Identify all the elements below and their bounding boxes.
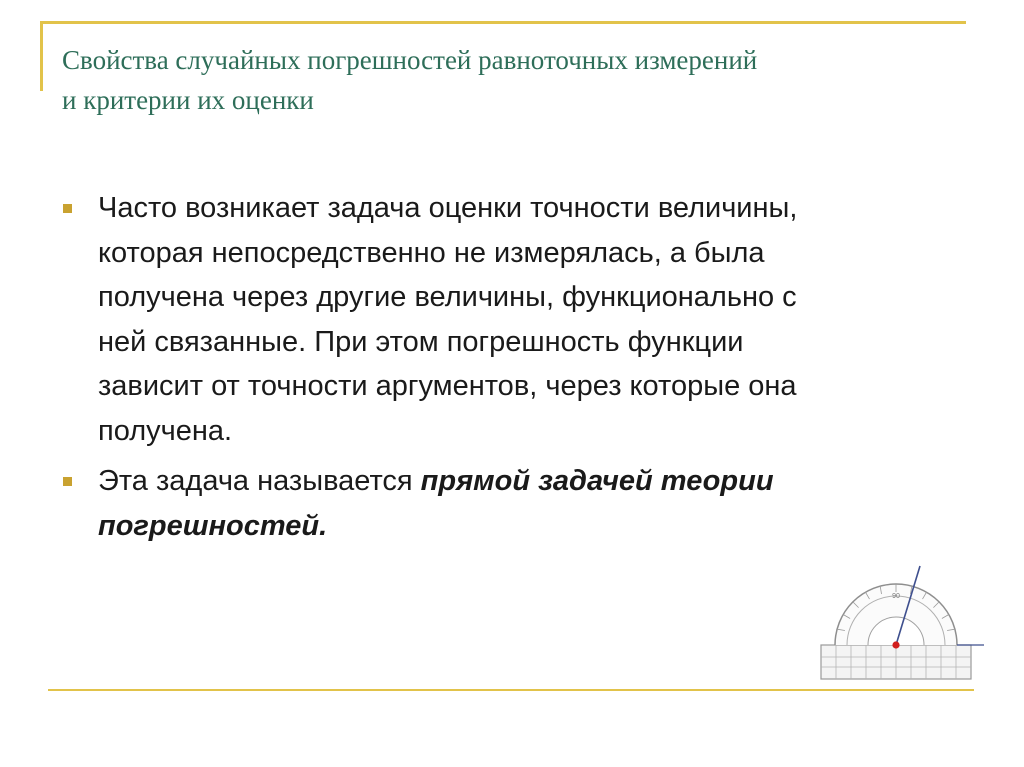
bullet-marker-icon bbox=[63, 477, 72, 486]
slide-title bbox=[62, 40, 962, 120]
protractor-icon bbox=[812, 560, 988, 685]
side-rule bbox=[40, 21, 43, 91]
bullet-1-line-6: получена. bbox=[98, 414, 233, 447]
top-rule bbox=[40, 21, 966, 24]
bottom-rule bbox=[48, 689, 974, 691]
bullet-1-line-2: которая непосредственно не измерялась, а была bbox=[98, 236, 765, 269]
bullet-1-line-3: получена через другие величины, функционально с bbox=[98, 281, 797, 313]
bullet-2-emphasis-2: погрешностей. bbox=[98, 509, 328, 542]
bullet-2-emphasis-1: прямой задачей теории bbox=[420, 465, 774, 497]
bullet-item bbox=[60, 459, 940, 548]
title-line-1: Свойства случайных погрешностей равноточных измерений bbox=[62, 45, 758, 75]
protractor-label: 90 bbox=[892, 593, 900, 600]
bullet-1-line-4: ней связанные. При этом погрешность функции bbox=[98, 325, 744, 358]
bullet-2-prefix: Эта задача называется bbox=[98, 465, 421, 497]
bullet-1-line-5: зависит от точности аргументов, через которые она bbox=[98, 370, 797, 402]
bullet-list bbox=[60, 186, 940, 554]
bullet-1-line-1: Часто возникает задача оценки точности величины, bbox=[98, 192, 798, 224]
bullet-marker-icon bbox=[63, 204, 72, 213]
title-line-2: и критерии их оценки bbox=[62, 85, 314, 115]
bullet-item bbox=[60, 186, 940, 453]
